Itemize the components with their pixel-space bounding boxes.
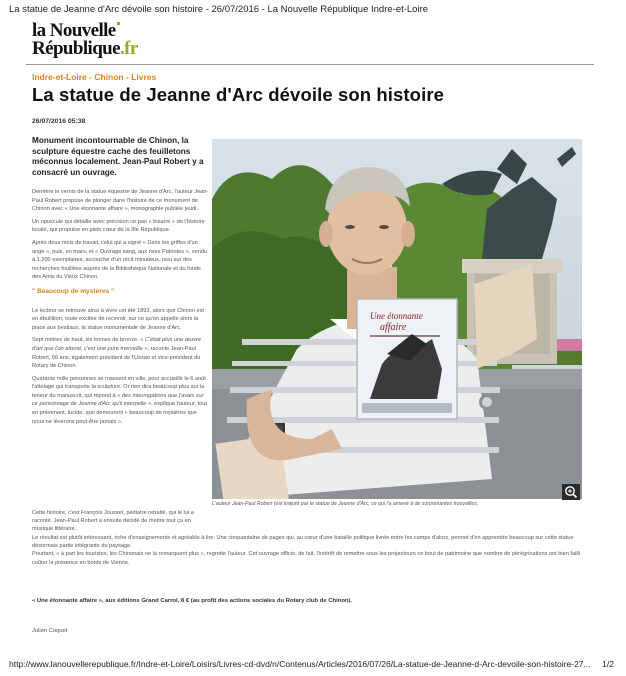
book-title-line-2: affaire [380, 322, 407, 333]
breadcrumb-separator: - [123, 72, 132, 82]
text-run: », explique l'auteur, tout en prévenant, lucide, que demeurent « beaucoup de mystères que nous ne lèverons peut-être jamais ». [32, 401, 207, 425]
breadcrumb [32, 72, 156, 82]
quote-run: des interrogations que j'avais sur ce personnage de Jeanne d'Arc qu'il interpelle [32, 392, 204, 408]
article-author: Julien Coquet [32, 628, 68, 634]
logo-square-icon [117, 22, 120, 25]
paragraph: Après deux mois de travail, celui qui a signé « Dans les griffes d'un ange », puis, en mars, et « Ouvrage sang, aux rives Patriotes », vendu à 1.200 exemplaires, accouche d'un récit minutieux, issu sur des recherches fouillées auprès de la Bibliothèque Nationale et du fonds des Amis du Vieux Chinon. [32, 239, 208, 281]
zoom-button[interactable] [562, 484, 580, 500]
paragraph: Cette histoire, c'est François Jousset, pédiatre retraité, qui le lui a raconté. Jean-Paul Robert a ensuite décidé de mettre tout ça en musique littéraire. [32, 510, 194, 533]
text-run: Sept mètres de haut, six tonnes de bronze. « [32, 337, 145, 344]
breadcrumb-item-livres[interactable]: Livres [131, 72, 157, 82]
paragraph: Le résultat est plutôt intéressant, riche d'enseignements et agréable à lire. Une cinquantaine de pages qui, au cœur d'une bataille politique livrée entre les camps d'alors, permet d'en apprendre beaucoup sur cette statue désormais partie intégrante du paysage. [32, 535, 574, 550]
text-run: Quarante mille personnes se massent en ville, pour accueillir le 6 août l'attelage qui transporte la sculpture. Or rien dira beaucoup plus sur la teneur du manuscrit, qui répond à « [32, 375, 206, 399]
logo-text-2: République [32, 38, 120, 59]
paragraph: Dernière le vernis de la statue équestre de Jeanne d'Arc, l'auteur Jean-Paul Robert propose de plonger dans l'histoire de ce monument de Chinon avec « Une étonnante affaire », monographie publiée jeudi. [32, 189, 209, 213]
article-lead: Monument incontournable de Chinon, la sculpture équestre cache des feuilletons méconnus localement. Jean-Paul Robert y a consacré un ouvrage. [32, 136, 204, 177]
breadcrumb-item-indre-et-loire[interactable]: Indre-et-Loire [32, 72, 87, 82]
paragraph [32, 336, 209, 370]
photo-illustration [212, 139, 582, 499]
print-footer-url: http://www.lanouvellerepublique.fr/Indre-et-Loire/Loisirs/Livres-cd-dvd/n/Contenus/Articles/2016/07/26/La-statue-de-Jeanne-d-Arc-devoile-son-histoire-27... [9, 659, 591, 669]
print-footer-page: 1/2 [602, 659, 614, 669]
logo-text-1: la Nouvelle [32, 20, 116, 41]
paragraph: Pourtant, « à part les touristes, les Chinonais ne la remarquent plus », regrette l'auteur. Cet ouvrage officie, de fait, l'intérêt de remettre sous les projecteurs ce bout de patrimoine que nombre de pérégrinations ont bien failli coûter la présence en bords de Vienne. [32, 551, 581, 566]
logo-tld: .fr [119, 38, 138, 59]
article-title: La statue de Jeanne d'Arc dévoile son histoire [32, 84, 445, 105]
header-divider [26, 64, 594, 65]
article-photo[interactable] [212, 139, 582, 499]
magnifier-icon [562, 484, 580, 500]
paragraph: Le lecteur se retrouve ainsi à vivre cet été 1893, alors que Chinon est en ébullition, toute excitée de recevoir, sur ce qu'on appelle alors la place aux bestiaux, la statue monumentale de Jeanne d'Arc. [32, 307, 204, 331]
print-header: La statue de Jeanne d'Arc dévoile son histoire - 26/07/2016 - La Nouvelle République Indre-et-Loire [9, 4, 429, 15]
quote-run: C'était plus une œuvre d'art que l'on attend, c'est une pure merveille [32, 337, 201, 352]
text-run: », raconte Jean-Paul Robert, 66 ans, également président de l'Ussao et vice-président du Rotary de Chinon. [32, 345, 201, 370]
breadcrumb-item-chinon[interactable]: Chinon [94, 72, 124, 82]
paragraph [32, 375, 209, 427]
article-body-wide [32, 534, 592, 567]
site-logo[interactable] [32, 22, 182, 58]
logo-line-2 [32, 40, 182, 58]
paragraph: Un opuscule qui détaille avec précision ce pan « bizarre » de l'histoire locale, qui propulse en plein cœur de la IIIe République. [32, 218, 205, 234]
article-date: 26/07/2016 05:38 [32, 118, 86, 125]
book-credit: « Une étonnante affaire », aux éditions Grand Carrol, 8 € (au profit des actions sociales du Rotary club de Chinon). [32, 598, 353, 604]
subheading: " Beaucoup de mystères " [32, 287, 115, 295]
article-column [32, 188, 209, 430]
breadcrumb-separator: - [86, 72, 95, 82]
photo-caption: L'auteur Jean-Paul Robert (est kréjuté par le statue de Jeanne d'Arc, ce qui l'a amené à de surprenantes trouvailles. [212, 501, 479, 507]
book-title-line-1: Une étonnante [370, 311, 423, 321]
